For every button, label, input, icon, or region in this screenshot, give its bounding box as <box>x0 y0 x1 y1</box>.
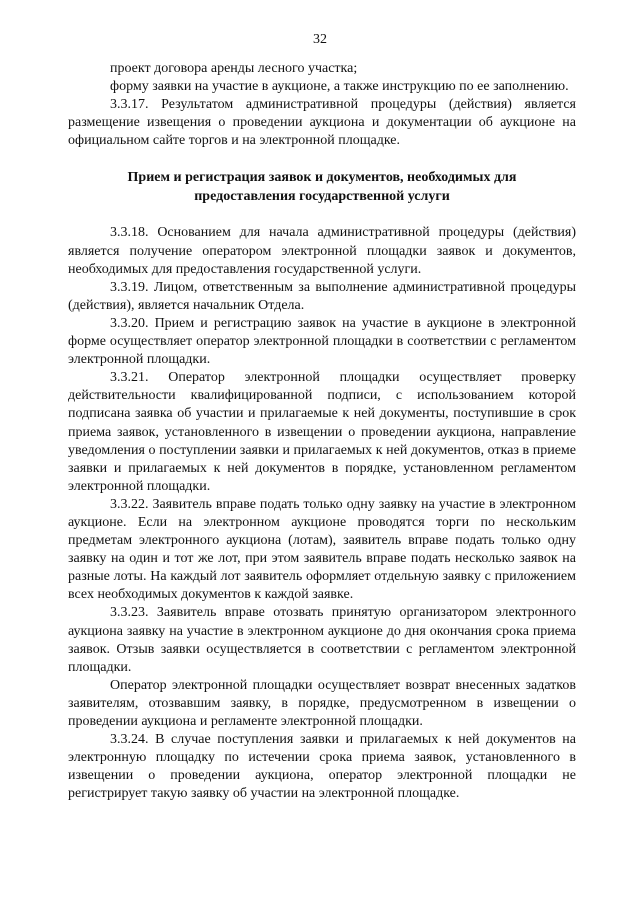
paragraph-application-form: форму заявки на участие в аукционе, а также инструкцию по ее заполнению. <box>110 79 569 95</box>
paragraph-3-3-23: 3.3.23. Заявитель вправе отозвать принятую организатором электронного аукциона заявку на участие в электронном аукционе до дня окончания срока приема заявок. Отзыв заявки осуществляется в соответствии с регламентом электронной площадки. <box>68 605 576 675</box>
document-body <box>68 60 576 803</box>
paragraph-3-3-18: 3.3.18. Основанием для начала административной процедуры (действия) является получение оператором электронной площадки заявок и документов, необходимых для предоставления государственной услуги. <box>68 225 576 277</box>
section-heading: Прием и регистрация заявок и документов, необходимых для предоставления государственной услуги <box>127 170 517 205</box>
paragraph-3-3-21: 3.3.21. Оператор электронной площадки осуществляет проверку действительности квалифицированной подписи, с использованием которой подписана заявка об участии и прилагаемые к ней документы, поступившие в срок приема заявок, установленного в извещении о проведении аукциона, направление уведомления о поступлении заявки и прилагаемых к ней документов, отказ в приеме заявки и прилагаемых к ней документов в порядке, установленном регламентом электронной площадки. <box>68 370 576 494</box>
paragraph-3-3-20: 3.3.20. Прием и регистрацию заявок на участие в аукционе в электронной форме осуществляет оператор электронной площадки в соответствии с регламентом электронной площадки. <box>68 315 576 368</box>
paragraph-deposit-return: Оператор электронной площадки осуществляет возврат внесенных задатков заявителям, отозвавшим заявку, в порядке, предусмотренном в извещении о проведении аукциона и регламенте электронной площадки. <box>68 677 576 729</box>
page-number: 32 <box>313 32 327 47</box>
paragraph-3-3-17: 3.3.17. Результатом административной процедуры (действия) является размещение извещения о проведении аукциона и документации об аукционе на официальном сайте торгов и на электронной площадке. <box>68 97 576 149</box>
paragraph-3-3-22: 3.3.22. Заявитель вправе подать только одну заявку на участие в электронном аукционе. Если на электронном аукционе проводятся торги по нескольким предметам электронного аукциона (лотам), заявитель вправе подать только одну заявку на один и тот же лот, при этом заявитель вправе подать несколько заявок на разные лоты. На каждый лот заявитель оформляет отдельную заявку с приложением всех необходимых документов к каждой заявке. <box>68 496 576 603</box>
paragraph-3-3-19: 3.3.19. Лицом, ответственным за выполнение административной процедуры (действия), является начальник Отдела. <box>68 279 576 313</box>
paragraph-lease-draft: проект договора аренды лесного участка; <box>110 61 358 76</box>
paragraph-3-3-24: 3.3.24. В случае поступления заявки и прилагаемых к ней документов на электронную площадку по истечении срока приема заявок, установленного в извещении о проведении аукциона, оператор электронной площадки не регистрирует такую заявку об участии на электронной площадке. <box>68 732 576 802</box>
